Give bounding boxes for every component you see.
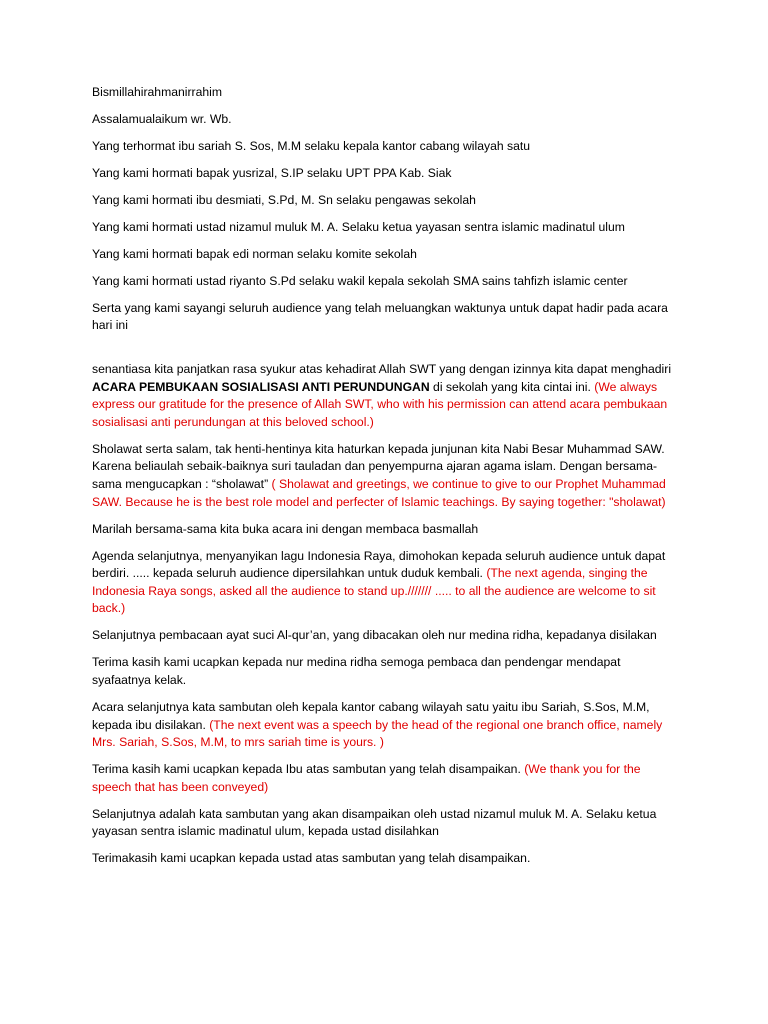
sholawat-text: Sholawat serta salam, tak henti-hentinya kita haturkan kepada junjunan kita Nabi Besar Muhammad SAW. Karena beliaulah sebaik-baiknya suri tauladan dan penyempurna ajaran agama islam. Dengan bersama-sama mengucapkan : “sholawat”	[92, 441, 665, 492]
respect-line-3: Yang kami hormati ibu desmiati, S.Pd, M. Sn selaku pengawas sekolah	[92, 192, 476, 207]
anthem-paragraph	[92, 548, 682, 618]
anthem-text: Agenda selanjutnya, menyanyikan lagu Indonesia Raya, dimohokan kepada seluruh audience untuk dapat berdiri. ..... kepada seluruh audience dipersilahkan untuk duduk kembali.	[92, 548, 666, 581]
respect-line-6: Yang kami hormati ustad riyanto S.Pd selaku wakil kepala sekolah SMA sains tahfizh islamic center	[92, 273, 628, 288]
opening-basmalah: Bismillahirahmanirrahim	[92, 85, 223, 99]
anthem-translation: (The next agenda, singing the Indonesia Raya songs, asked all the audience to stand up./////// ..... to all the audience are welcome to sit back.)	[92, 566, 656, 616]
thanks-ibu-translation: (We thank you for the speech that has been conveyed)	[92, 762, 641, 794]
basmallah-paragraph: Marilah bersama-sama kita buka acara ini dengan membaca basmallah	[92, 521, 479, 536]
thanks-reader-paragraph: Terima kasih kami ucapkan kepada nur medina ridha semoga pembaca dan pendengar mendapat syafaatnya kelak.	[92, 655, 621, 687]
respect-line-5: Yang kami hormati bapak edi norman selaku komite sekolah	[92, 246, 417, 261]
speech-head-text: Acara selanjutnya kata sambutan oleh kepala kantor cabang wilayah satu yaitu ibu Sariah, S.Sos, M.M, kepada ibu disilakan.	[92, 699, 650, 732]
thanks-ibu-text: Terima kasih kami ucapkan kepada Ibu atas sambutan yang telah disampaikan.	[92, 762, 525, 777]
speech-head-translation: (The next event was a speech by the head of the regional one branch office, namely Mrs. Sariah, S.Sos, M.M, to mrs sariah time is yours. )	[92, 717, 663, 750]
event-title: ACARA PEMBUKAAN SOSIALISASI ANTI PERUNDUNGAN	[92, 379, 430, 394]
respect-line-2: Yang kami hormati bapak yusrizal, S.IP selaku UPT PPA Kab. Siak	[92, 165, 452, 180]
gratitude-text-end: di sekolah yang kita cintai ini.	[429, 379, 595, 394]
gratitude-paragraph	[92, 361, 682, 431]
audience-greeting: Serta yang kami sayangi seluruh audience yang telah meluangkan waktunya untuk dapat hadir pada acara hari ini	[92, 300, 668, 333]
thanks-ibu-paragraph	[92, 761, 682, 796]
quran-paragraph: Selanjutnya pembacaan ayat suci Al-qur’an, yang dibacakan oleh nur medina ridha, kepadanya disilakan	[92, 628, 657, 643]
greeting-salam: Assalamualaikum wr. Wb.	[92, 111, 232, 126]
thanks-ustad-paragraph: Terimakasih kami ucapkan kepada ustad atas sambutan yang telah disampaikan.	[92, 851, 531, 866]
speech-head-paragraph	[92, 699, 682, 752]
speech-ustad-paragraph: Selanjutnya adalah kata sambutan yang akan disampaikan oleh ustad nizamul muluk M. A. Selaku ketua yayasan sentra islamic madinatul ulum, kepada ustad disilahkan	[92, 806, 657, 839]
document-body	[92, 84, 682, 877]
gratitude-translation: (We always express our gratitude for the presence of Allah SWT, who with his permission can attend acara pembukaan sosialisasi anti perundungan at this beloved school.)	[92, 379, 668, 429]
sholawat-paragraph	[92, 441, 682, 511]
sholawat-translation: ( Sholawat and greetings, we continue to give to our Prophet Muhammad SAW. Because he is the best role model and perfecter of Islamic teachings. By saying together: "sholawat)	[92, 477, 666, 509]
respect-line-1: Yang terhormat ibu sariah S. Sos, M.M selaku kepala kantor cabang wilayah satu	[92, 138, 531, 153]
respect-line-4: Yang kami hormati ustad nizamul muluk M. A. Selaku ketua yayasan sentra islamic madinatul ulum	[92, 219, 625, 234]
gratitude-text: senantiasa kita panjatkan rasa syukur atas kehadirat Allah SWT yang dengan izinnya kita dapat menghadiri	[92, 362, 672, 377]
